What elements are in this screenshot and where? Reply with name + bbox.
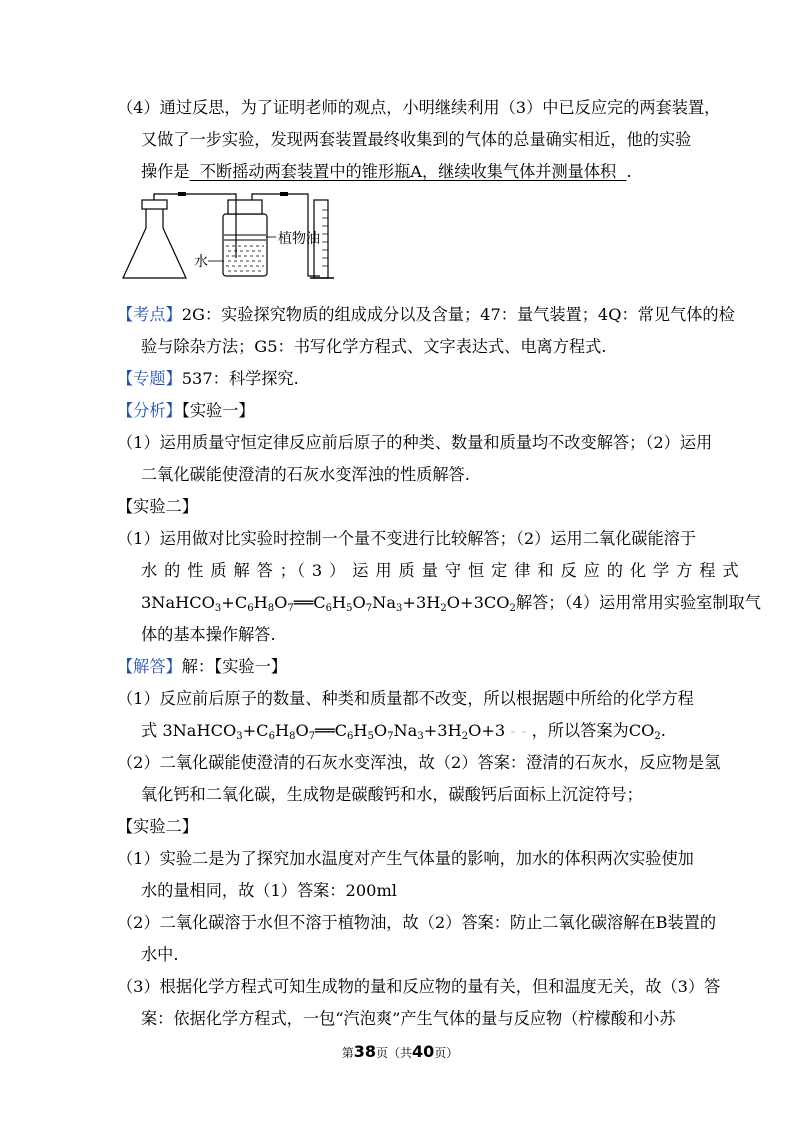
jieda-a2-line2: 氧化钙和二氧化碳，生成物是碳酸钙和水，碳酸钙后面标上沉淀符号； — [141, 785, 643, 804]
part4-line1: （4）通过反思，为了证明老师的观点，小明继续利用（3）中已反应完的两套装置， — [117, 98, 721, 117]
part4-answer: 不断摇动两套装置中的锥形瓶A，继续收集气体并测量体积 — [189, 162, 627, 181]
kaodian-line2: 验与除杂方法；G5：书写化学方程式、文字表达式、电离方程式. — [141, 337, 607, 356]
jieda-equation: $3NaHCO_3+C_6H_8O_7══C_6H_5O_7Na_3+3H_2O+3$ - - — [162, 721, 532, 742]
footer-page-number: 38 — [353, 1042, 376, 1061]
zhuanti-tag: 【专题】 — [117, 369, 182, 388]
part4-line2: 又做了一步实验，发现两套装置最终收集到的气体的总量确实相近，他的实验 — [141, 130, 692, 149]
page-footer — [0, 1042, 800, 1061]
fenxi-head: 【实验一】 — [181, 401, 255, 420]
jieda-a1-suffix: ，所以答案为 — [531, 721, 629, 740]
fenxi-line3: （1）运用做对比实验时控制一个量不变进行比较解答；（2）运用二氧化碳能溶于 — [117, 529, 697, 548]
fenxi-line4: 水 的 性 质 解 答 ；（ 3 ） 运 用 质 量 守 恒 定 律 和 反 应 的 化 学 方 程 式 — [141, 561, 740, 580]
jieda-b2-line2: 水中. — [141, 945, 179, 964]
jieda-a2-line1: （2）二氧化碳能使澄清的石灰水变浑浊，故（2）答案：澄清的石灰水，反应物是氢 — [117, 753, 721, 772]
jieda-head-line — [117, 656, 287, 678]
fenxi-line1: （1）运用质量守恒定律反应前后原子的种类、数量和质量均不改变解答；（2）运用 — [117, 433, 713, 452]
fenxi-line6: 体的基本操作解答. — [141, 625, 276, 644]
jieda-b1-line2: 水的量相同，故（1）答案：200ml — [141, 881, 397, 900]
jieda-b2-line1: （2）二氧化碳溶于水但不溶于植物油，故（2）答案：防止二氧化碳溶解在B装置的 — [117, 913, 717, 932]
label-vegetable-oil: 植物油 — [278, 231, 320, 247]
apparatus-diagram — [118, 186, 338, 284]
kaodian-line1 — [117, 304, 735, 326]
jieda-a1-line1: （1）反应前后原子的数量、种类和质量都不改变，所以根据题中所给的化学方程 — [117, 689, 694, 708]
bottle-stopper — [228, 200, 262, 214]
kaodian-tag: 【考点】 — [117, 305, 182, 324]
conical-flask-a — [123, 208, 186, 278]
zhuanti-text: 537：科学探究. — [181, 369, 299, 388]
jieda-tag: 【解答】 — [117, 657, 182, 676]
bottle-b — [223, 214, 267, 276]
jieda-b3-line1: （3）根据化学方程式可知生成物的量和反应物的量有关，但和温度无关，故（3）答 — [117, 977, 721, 996]
jieda-a1-prefix: 式 — [141, 721, 163, 740]
footer-mid: 页（共 — [375, 1046, 412, 1060]
jieda-b3-line2: 案：依据化学方程式，一包“汽泡爽”产生气体的量与反应物（柠檬酸和小苏 — [141, 1009, 676, 1028]
part4-line3-prefix: 操作是 — [141, 162, 190, 181]
fenxi-line2: 二氧化碳能使澄清的石灰水变浑浊的性质解答. — [141, 465, 470, 484]
zhuanti-line — [117, 368, 299, 390]
jieda-a1-line2 — [141, 720, 666, 742]
footer-post: 页） — [434, 1046, 459, 1060]
fenxi-tag: 【分析】 — [117, 401, 182, 420]
fenxi-line5 — [141, 592, 761, 614]
jieda-head2: 【实验二】 — [117, 817, 198, 836]
kaodian-text: 2G：实验探究物质的组成成分以及含量；47：量气装置；4Q：常见气体的检 — [181, 305, 735, 324]
part4-line3 — [141, 161, 632, 183]
fenxi-equation: $3NaHCO_3+C_6H_8O_7══C_6H_5O_7Na_3+3H_2O+3CO_2$ — [141, 593, 516, 614]
fenxi-head-line — [117, 400, 255, 422]
footer-pre: 第 — [341, 1046, 354, 1060]
fenxi-line5-tail: 解答；（4）运用常用实验室制取气 — [515, 593, 761, 612]
jieda-intro: 解：【实验一】 — [181, 657, 287, 676]
fenxi-head2: 【实验二】 — [117, 497, 198, 516]
jieda-a1-answer: $CO_2$. — [628, 721, 666, 742]
footer-total-pages: 40 — [412, 1042, 435, 1061]
label-water: 水 — [194, 254, 208, 270]
jieda-b1-line1: （1）实验二是为了探究加水温度对产生气体量的影响，加水的体积两次实验使加 — [117, 849, 694, 868]
part4-line3-suffix: . — [626, 162, 632, 181]
flask-stopper — [142, 200, 167, 209]
